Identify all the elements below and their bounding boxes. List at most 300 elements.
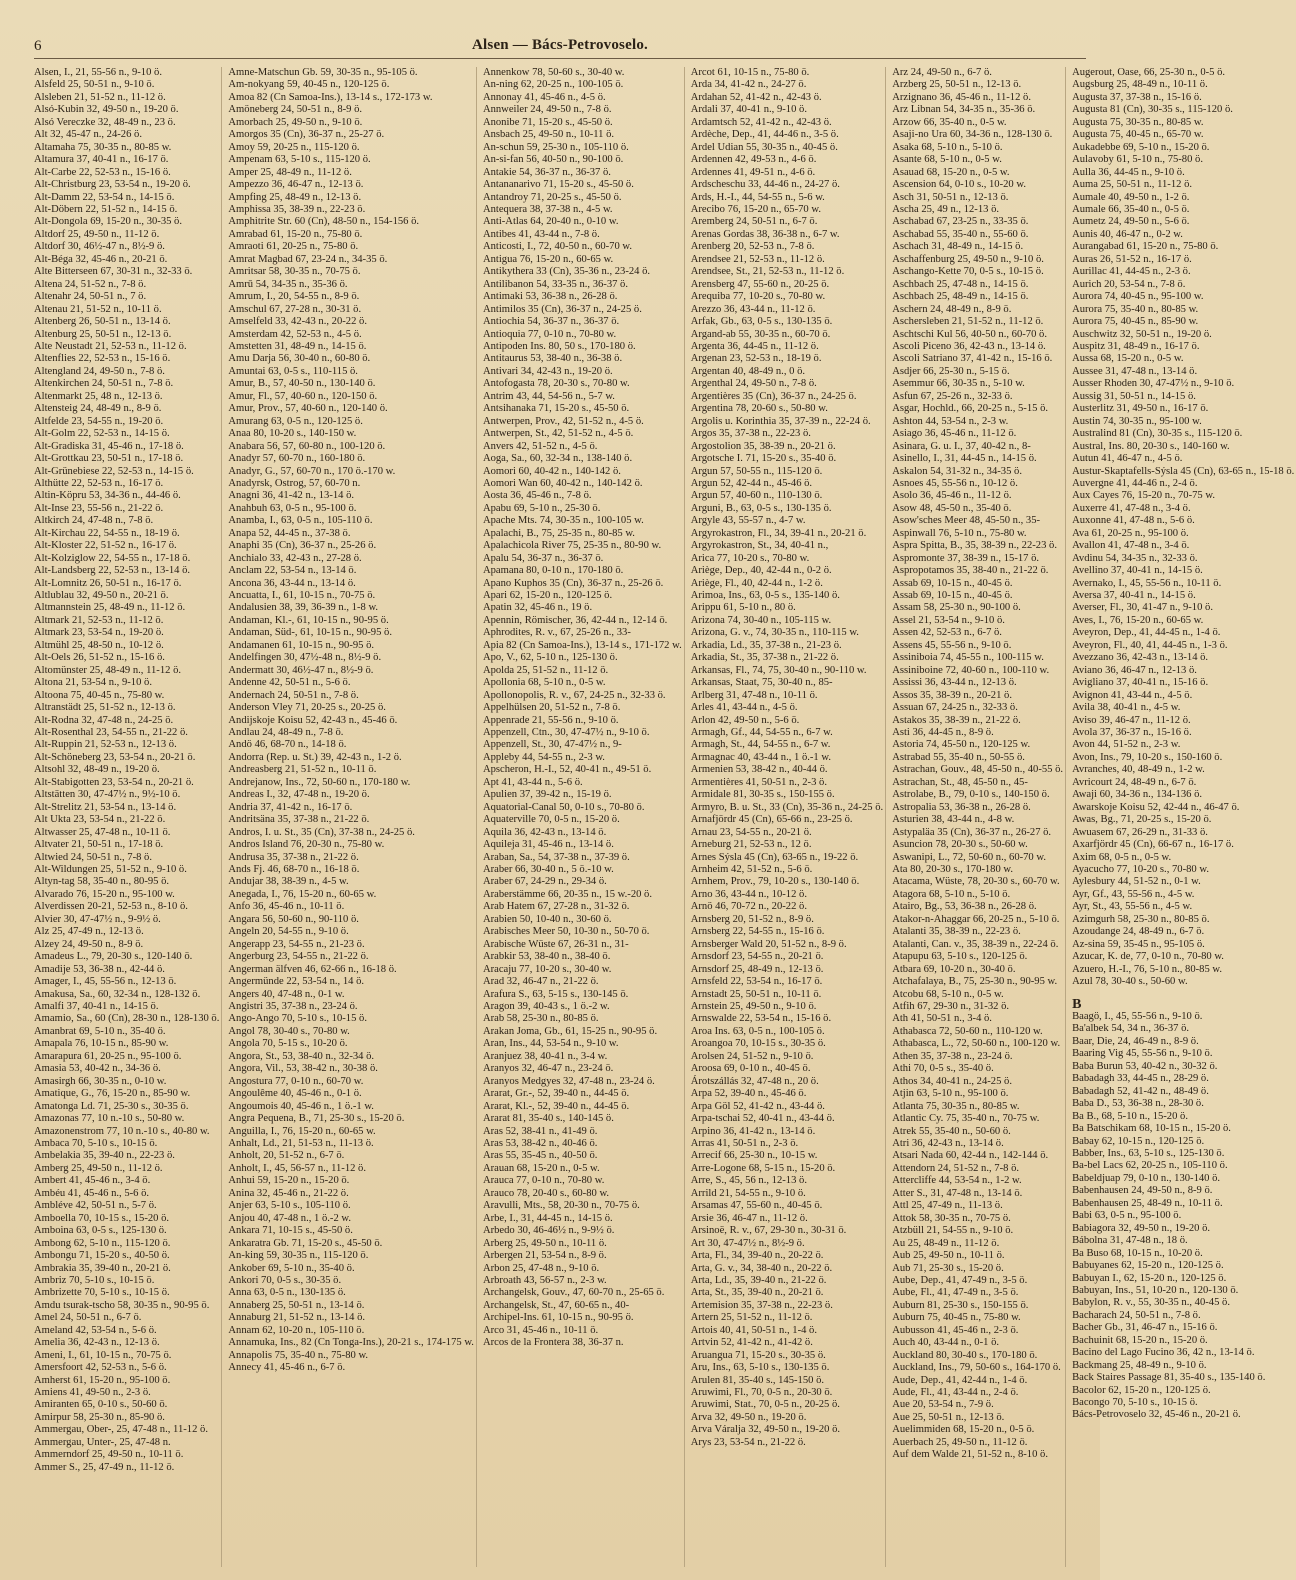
index-entry: Arpino 36, 41-42 n., 13-14 ö. bbox=[690, 1125, 816, 1137]
index-entry: Aue 25, 50-51 n., 12-13 ö. bbox=[892, 1411, 1005, 1423]
index-entry: Awuasem 67, 26-29 n., 31-33 ö. bbox=[1072, 826, 1208, 838]
index-entry: Arbergen 21, 53-54 n., 8-9 ö. bbox=[482, 1250, 607, 1262]
index-entry: Asow 48, 45-50 n., 35-40 ö. bbox=[892, 502, 1012, 514]
index-entry: Amager, I., 45, 55-56 n., 12-13 ö. bbox=[34, 976, 177, 988]
index-entry: Anegada, I., 76, 15-20 n., 60-65 w. bbox=[228, 888, 377, 900]
index-entry: Apt 41, 43-44 n., 5-6 ö. bbox=[482, 776, 583, 788]
index-entry: Amiranten 65, 0-10 s., 50-60 ö. bbox=[34, 1399, 168, 1411]
index-entry: Arbon 25, 47-48 n., 9-10 ö. bbox=[482, 1262, 600, 1274]
index-entry: Avellino 37, 40-41 n., 14-15 ö. bbox=[1072, 565, 1203, 577]
index-entry: Amamio, Sa., 60 (Cn), 28-30 n., 128-130 ö. bbox=[34, 1013, 220, 1025]
index-entry: Apollonopolis, R. v., 67, 24-25 n., 32-33 ö. bbox=[482, 689, 666, 701]
index-entry: Babadagh 33, 44-45 n., 28-29 ö. bbox=[1072, 1073, 1209, 1085]
index-entry: Aquatorial-Canal 50, 0-10 s., 70-80 ö. bbox=[482, 801, 645, 813]
index-entry: Arabisches Meer 50, 10-30 n., 50-70 ö. bbox=[482, 926, 650, 938]
index-entry: Aspromonte 37, 38-39 n., 15-17 ö. bbox=[892, 552, 1040, 564]
index-entry: Arz 24, 49-50 n., 6-7 ö. bbox=[892, 67, 992, 78]
index-entry: Alt-Kirchau 22, 54-55 n., 18-19 ö. bbox=[34, 527, 180, 539]
index-entry: Amoa 82 (Cn Samoa-Ins.), 13-14 s., 172-173 w. bbox=[228, 91, 433, 103]
index-entry: Ararat, Gr.-, 52, 39-40 n., 44-45 ö. bbox=[482, 1088, 630, 1100]
index-entry: Asuncion 78, 20-30 s., 50-60 w. bbox=[892, 839, 1028, 851]
index-entry: Arequiba 77, 10-20 s., 70-80 w. bbox=[690, 291, 826, 303]
index-entry: Augusta 75, 40-45 n., 65-70 w. bbox=[1072, 129, 1204, 141]
index-entry: Armagh, St., 44, 54-55 n., 6-7 w. bbox=[690, 739, 831, 751]
index-entry: Asturien 38, 43-44 n., 4-8 w. bbox=[892, 814, 1015, 826]
index-entry: Aubusson 41, 45-46 n., 2-3 ö. bbox=[892, 1324, 1019, 1336]
index-entry: Alt-Golm 22, 52-53 n., 14-15 ö. bbox=[34, 428, 170, 440]
index-entry: Babeldjuap 79, 0-10 n., 130-140 ö. bbox=[1072, 1172, 1221, 1184]
index-entry: Anadyr, G., 57, 60-70 n., 170 ö.-170 w. bbox=[228, 465, 396, 477]
index-entry: Amiens 41, 49-50 n., 2-3 ö. bbox=[34, 1387, 151, 1399]
index-entry: Argostolion 35, 38-39 n., 20-21 ö. bbox=[690, 440, 836, 452]
index-entry: Aravulli, Mts., 58, 20-30 n., 70-75 ö. bbox=[482, 1200, 640, 1212]
index-entry: Aruwimi, Fl., 70, 0-5 n., 20-30 ö. bbox=[690, 1387, 833, 1399]
index-entry: Aviano 36, 46-47 n., 12-13 ö. bbox=[1072, 664, 1197, 676]
index-entry: Asaji-no Ura 60, 34-36 n., 128-130 ö. bbox=[892, 129, 1053, 141]
section-initial: B bbox=[1072, 996, 1082, 1012]
index-entry: Arendsee 21, 52-53 n., 11-12 ö. bbox=[690, 253, 825, 265]
index-entry: Amasirgh 66, 30-35 n., 0-10 w. bbox=[34, 1075, 167, 1087]
index-entry: Anti-Atlas 64, 20-40 n., 0-10 w. bbox=[482, 216, 619, 228]
index-entry: Aussee 31, 47-48 n., 13-14 ö. bbox=[1072, 365, 1198, 377]
index-entry: Az-sina 59, 35-45 n., 95-105 ö. bbox=[1072, 938, 1205, 950]
index-entry: Altranstädt 25, 51-52 n., 12-13 ö. bbox=[34, 702, 176, 714]
index-entry: Angeln 20, 54-55 n., 9-10 ö. bbox=[228, 926, 349, 938]
index-entry: Arnsfeld 22, 53-54 n., 16-17 ö. bbox=[690, 976, 823, 988]
index-entry: Angistri 35, 37-38 n., 23-24 ö. bbox=[228, 1000, 358, 1012]
index-entry: Aub 71, 25-30 s., 15-20 ö. bbox=[892, 1262, 1004, 1274]
index-entry: Apache Mts. 74, 30-35 n., 100-105 w. bbox=[482, 515, 644, 527]
index-entry: Antwerpen, Prov., 42, 51-52 n., 4-5 ö. bbox=[482, 415, 644, 427]
index-entry: Atagora 68, 5-10 n., 5-10 ö. bbox=[892, 888, 1011, 900]
index-entry: Annam 62, 10-20 n., 105-110 ö. bbox=[228, 1324, 365, 1336]
index-entry: Angoulême 40, 45-46 n., 0-1 ö. bbox=[228, 1088, 362, 1100]
index-entry: Baar, Die, 24, 46-49 n., 8-9 ö. bbox=[1072, 1035, 1199, 1047]
index-entry: Auspitz 31, 48-49 n., 16-17 ö. bbox=[1072, 340, 1200, 352]
index-entry: Bacongo 70, 5-10 s., 10-15 ö. bbox=[1072, 1397, 1198, 1409]
index-entry: Antakie 54, 36-37 n., 36-37 ö. bbox=[482, 166, 611, 178]
index-entry: Art 30, 47-47½ n., 8½-9 ö. bbox=[690, 1237, 805, 1249]
index-entry: Amanbrat 69, 5-10 n., 35-40 ö. bbox=[34, 1025, 166, 1037]
index-entry: Aracaju 77, 10-20 s., 30-40 w. bbox=[482, 963, 612, 975]
index-entry: Archangelsk, Gouv., 47, 60-70 n., 25-65 ö. bbox=[482, 1287, 665, 1299]
index-entry: Azimgurh 58, 25-30 n., 80-85 ö. bbox=[1072, 913, 1210, 925]
index-entry: Ancona 36, 43-44 n., 13-14 ö. bbox=[228, 577, 356, 589]
index-entry: Arizona, G. v., 74, 30-35 n., 110-115 w. bbox=[690, 627, 859, 639]
index-entry: Aschaffenburg 25, 49-50 n., 9-10 ö. bbox=[892, 253, 1044, 265]
index-entry: Arab Hatem 67, 27-28 n., 31-32 ö. bbox=[482, 901, 630, 913]
index-entry: Atjin 63, 5-10 n., 95-100 ö. bbox=[892, 1088, 1009, 1100]
index-entry: Babi 63, 0-5 n., 95-100 ö. bbox=[1072, 1210, 1182, 1222]
index-entry: Argenan 23, 52-53 n., 18-19 ö. bbox=[690, 353, 822, 365]
index-entry: Alt-Kolziglow 22, 54-55 n., 17-18 ö. bbox=[34, 552, 191, 564]
index-entry: Andritsäna 35, 37-38 n., 21-22 ö. bbox=[228, 814, 370, 826]
index-entry: Aylesbury 44, 51-52 n., 0-1 w. bbox=[1072, 876, 1201, 888]
index-entry: Altwasser 25, 47-48 n., 10-11 ö. bbox=[34, 826, 171, 838]
index-entry: Arlberg 31, 47-48 n., 10-11 ö. bbox=[690, 689, 818, 701]
index-entry: Arkansas, Staat, 75, 30-40 n., 85- bbox=[690, 677, 833, 689]
index-entry: Ancuatta, I., 61, 10-15 n., 70-75 ö. bbox=[228, 590, 376, 602]
index-entry: Altenahr 24, 50-51 n., 7 ö. bbox=[34, 291, 147, 303]
index-entry: Arab 58, 25-30 n., 80-85 ö. bbox=[482, 1013, 599, 1025]
index-entry: Aves, I., 76, 15-20 n., 60-65 w. bbox=[1072, 614, 1204, 626]
index-entry: Assissi 36, 43-44 n., 12-13 ö. bbox=[892, 677, 1017, 689]
index-entry: Ammerndorf 25, 49-50 n., 10-11 ö. bbox=[34, 1449, 184, 1461]
index-entry: Arnafjördr 45 (Cn), 65-66 n., 23-25 ö. bbox=[690, 814, 853, 826]
index-entry: Arnau 23, 54-55 n., 20-21 ö. bbox=[690, 826, 812, 838]
index-entry: Arenberg 20, 52-53 n., 7-8 ö. bbox=[690, 241, 815, 253]
index-entry: Avezzano 36, 42-43 n., 13-14 ö. bbox=[1072, 652, 1209, 664]
index-entry: Assab 69, 10-15 n., 40-45 ö. bbox=[892, 577, 1013, 589]
index-entry: Andrejanow, Ins., 72, 50-60 n., 170-180 w. bbox=[228, 776, 411, 788]
index-entry: Aude, Fl., 41, 43-44 n., 2-4 ö. bbox=[892, 1387, 1019, 1399]
index-entry: Alt-Landsberg 22, 52-53 n., 13-14 ö. bbox=[34, 565, 191, 577]
index-entry: Arneburg 21, 52-53 n., 12 ö. bbox=[690, 839, 812, 851]
index-entry: Aurangabad 61, 15-20 n., 75-80 ö. bbox=[1072, 241, 1219, 253]
index-entry: Avallon 41, 47-48 n., 3-4 ö. bbox=[1072, 540, 1190, 552]
index-entry: Angora, St., 53, 38-40 n., 32-34 ö. bbox=[228, 1050, 375, 1062]
index-entry: Atfih 67, 29-30 n., 31-32 ö. bbox=[892, 1000, 1010, 1012]
index-entry: Altamura 37, 40-41 n., 16-17 ö. bbox=[34, 154, 169, 166]
index-entry: Argentina 78, 20-60 s., 50-80 w. bbox=[690, 403, 828, 415]
index-entry: Aru, Ins., 63, 5-10 s., 130-135 ö. bbox=[690, 1362, 830, 1374]
index-entry: Augusta 81 (Cn), 30-35 s., 115-120 ö. bbox=[1072, 104, 1233, 116]
index-entry: Arnheim 42, 51-52 n., 5-6 ö. bbox=[690, 864, 813, 875]
index-entry: Alt-Döbern 22, 51-52 n., 14-15 ö. bbox=[34, 203, 178, 215]
index-entry: Bábolna 31, 47-48 n., 18 ö. bbox=[1072, 1235, 1188, 1247]
index-entry: Ardscheschu 33, 44-46 n., 24-27 ö. bbox=[690, 179, 840, 191]
index-entry: Atzbüll 21, 54-55 n., 9-10 ö. bbox=[892, 1225, 1014, 1237]
index-entry: Altmark 21, 52-53 n., 11-12 ö. bbox=[34, 614, 164, 626]
index-entry: Andamanen 61, 10-15 n., 90-95 ö. bbox=[228, 639, 375, 651]
index-entry: Antimaki 53, 36-38 n., 26-28 ö. bbox=[482, 291, 618, 303]
index-entry: Amorbach 25, 49-50 n., 9-10 ö. bbox=[228, 116, 363, 128]
index-entry: Aschbach 25, 47-48 n., 14-15 ö. bbox=[892, 278, 1029, 290]
index-entry: Asemmur 66, 30-35 n., 5-10 w. bbox=[892, 378, 1025, 390]
index-entry: Astrachan, Gouv., 48, 45-50 n., 40-55 ö. bbox=[892, 764, 1064, 776]
index-entry: Alte Neustadt 21, 52-53 n., 11-12 ö. bbox=[34, 340, 187, 352]
index-entry: Astakos 35, 38-39 n., 21-22 ö. bbox=[892, 714, 1021, 726]
index-entry: Ascoli Satriano 37, 41-42 n., 15-16 ö. bbox=[892, 353, 1053, 365]
index-entry: Arnsberger Wald 20, 51-52 n., 8-9 ö. bbox=[690, 938, 847, 950]
index-entry: Arva Váralja 32, 49-50 n., 19-20 ö. bbox=[690, 1424, 841, 1436]
index-entry: Asinara, G. u. I., 37, 40-42 n., 8- bbox=[892, 440, 1031, 452]
index-entry: Ambong 62, 5-10 n., 115-120 ö. bbox=[34, 1237, 171, 1249]
index-entry: Atchafalaya, B., 75, 25-30 n., 90-95 w. bbox=[892, 976, 1058, 988]
index-entry: Ba-bel Lacs 62, 20-25 n., 105-110 ö. bbox=[1072, 1160, 1228, 1172]
index-entry: Andermatt 30, 46½-47 n., 8½-9 ö. bbox=[228, 664, 374, 676]
index-entry: Babenhausen 24, 49-50 n., 8-9 ö. bbox=[1072, 1185, 1213, 1197]
index-entry: Argentières 35 (Cn), 36-37 n., 24-25 ö. bbox=[690, 390, 857, 402]
index-entry: Aphrodites, R. v., 67, 25-26 n., 33- bbox=[482, 627, 631, 639]
index-entry: Atri 36, 42-43 n., 13-14 ö. bbox=[892, 1137, 1004, 1149]
index-entry: Antofogasta 78, 20-30 s., 70-80 w. bbox=[482, 378, 630, 390]
section-spacer bbox=[1072, 989, 1294, 999]
index-entry: Aquaterville 70, 0-5 n., 15-20 ö. bbox=[482, 814, 620, 826]
index-entry: Athi 70, 0-5 s., 35-40 ö. bbox=[892, 1063, 994, 1075]
index-entry: Alvarado 76, 15-20 n., 95-100 w. bbox=[34, 888, 175, 900]
index-entry: Alverdissen 20-21, 52-53 n., 8-10 ö. bbox=[34, 901, 188, 913]
index-entry: Auxerre 41, 47-48 n., 3-4 ö. bbox=[1072, 502, 1191, 514]
index-entry: Alsfeld 25, 50-51 n., 9-10 ö. bbox=[34, 79, 155, 91]
index-entry: Avernako, I., 45, 55-56 n., 10-11 ö. bbox=[1072, 577, 1222, 589]
index-entry: An-schun 59, 25-30 n., 105-110 ö. bbox=[482, 141, 629, 153]
index-entry: Aruangua 71, 15-20 s., 30-35 ö. bbox=[690, 1349, 826, 1361]
index-entry: Antrim 43, 44, 54-56 n., 5-7 w. bbox=[482, 390, 615, 402]
index-entry: Arkadia, St., 35, 37-38 n., 21-22 ö. bbox=[690, 652, 839, 664]
index-entry: Arolsen 24, 51-52 n., 9-10 ö. bbox=[690, 1050, 814, 1062]
index-entry: Alzey 24, 49-50 n., 8-9 ö. bbox=[34, 938, 144, 950]
index-entry: Asdjer 66, 25-30 n., 5-15 ö. bbox=[892, 365, 1010, 377]
index-entry: Arrild 21, 54-55 n., 9-10 ö. bbox=[690, 1187, 806, 1199]
index-entry: Augusta 37, 37-38 n., 15-16 ö. bbox=[1072, 91, 1202, 103]
index-entry: Antibes 41, 43-44 n., 7-8 ö. bbox=[482, 228, 600, 240]
index-entry: Aschabad 55, 35-40 n., 55-60 ö. bbox=[892, 228, 1029, 240]
index-entry: Annaburg 21, 51-52 n., 13-14 ö. bbox=[228, 1312, 366, 1324]
index-column-6 bbox=[1072, 67, 1296, 1567]
index-entry: Annapolis 75, 35-40 n., 75-80 w. bbox=[228, 1349, 369, 1361]
index-entry: Armyro, B. u. St., 33 (Cn), 35-36 n., 24-25 ö. bbox=[690, 801, 884, 813]
index-entry: Anhalt, Ld., 21, 51-53 n., 11-13 ö. bbox=[228, 1137, 374, 1149]
index-entry: Arta, St., 35, 39-40 n., 20-21 ö. bbox=[690, 1287, 824, 1299]
index-entry: Avranches, 40, 48-49 n., 1-2 w. bbox=[1072, 764, 1205, 776]
index-entry: Bacino del Lago Fucino 36, 42 n., 13-14 ö. bbox=[1072, 1347, 1255, 1359]
index-entry: Altmannstein 25, 48-49 n., 11-12 ö. bbox=[34, 602, 186, 614]
index-entry: Altenmarkt 25, 48 n., 12-13 ö. bbox=[34, 390, 163, 402]
index-entry: Annamuka, Ins., 82 (Cn Tonga-Ins.), 20-21 s., 174-175 w. bbox=[228, 1337, 474, 1349]
index-entry: Babuyan I., 62, 15-20 n., 120-125 ö. bbox=[1072, 1272, 1227, 1284]
index-entry: Apari 62, 15-20 n., 120-125 ö. bbox=[482, 590, 613, 602]
index-column-2 bbox=[228, 67, 477, 1567]
index-entry: Amphissa 35, 38-39 n., 22-23 ö. bbox=[228, 203, 366, 215]
index-entry: Amazonas 77, 10 n.-10 s., 50-80 w. bbox=[34, 1113, 185, 1125]
index-entry: Arkadia, Ld., 35, 37-38 n., 21-23 ö. bbox=[690, 639, 842, 651]
index-entry: Altyn-tag 58, 35-40 n., 80-95 ö. bbox=[34, 876, 170, 888]
index-entry: Amersfoort 42, 52-53 n., 5-6 ö. bbox=[34, 1362, 167, 1374]
index-entry: Alt-Damm 22, 53-54 n., 14-15 ö. bbox=[34, 191, 175, 203]
index-entry: Australind 81 (Cn), 30-35 s., 115-120 ö. bbox=[1072, 428, 1243, 440]
index-entry: Annecy 41, 45-46 n., 6-7 ö. bbox=[228, 1362, 346, 1374]
index-entry: Augsburg 25, 48-49 n., 10-11 ö. bbox=[1072, 79, 1208, 91]
index-entry: Atakor-n-Ahaggar 66, 20-25 n., 5-10 ö. bbox=[892, 913, 1060, 925]
index-entry: Alsó Vereczke 32, 48-49 n., 23 ö. bbox=[34, 116, 176, 128]
index-entry: Ambrakia 35, 39-40 n., 20-21 ö. bbox=[34, 1262, 171, 1274]
index-entry: Armidale 81, 30-35 s., 150-155 ö. bbox=[690, 789, 835, 801]
index-column-4 bbox=[691, 67, 886, 1567]
index-entry: Arkansas, Fl., 74, 75, 30-40 n., 90-110 w. bbox=[690, 664, 867, 676]
index-entry: Baagö, I., 45, 55-56 n., 9-10 ö. bbox=[1072, 1010, 1203, 1022]
index-entry: Anjer 63, 5-10 s., 105-110 ö. bbox=[228, 1200, 351, 1212]
index-entry: Ambongu 71, 15-20 s., 40-50 ö. bbox=[34, 1250, 170, 1262]
index-entry: Argun 52, 42-44 n., 45-46 ö. bbox=[690, 477, 813, 489]
index-entry: Appenzell, St., 30, 47-47½ n., 9- bbox=[482, 739, 622, 751]
index-entry: Amur, B., 57, 40-50 n., 130-140 ö. bbox=[228, 378, 376, 390]
index-entry: Amoy 59, 20-25 n., 115-120 ö. bbox=[228, 141, 360, 153]
index-entry: Annonay 41, 45-46 n., 4-5 ö. bbox=[482, 91, 606, 103]
index-entry: Amurang 63, 0-5 n., 120-125 ö. bbox=[228, 415, 363, 427]
index-entry: Amel 24, 50-51 n., 6-7 ö. bbox=[34, 1312, 142, 1324]
index-entry: Araban, Sa., 54, 37-38 n., 37-39 ö. bbox=[482, 851, 630, 863]
index-entry: Ambelakia 35, 39-40 n., 22-23 ö. bbox=[34, 1150, 175, 1162]
index-entry: Araber 67, 24-29 n., 29-34 ö. bbox=[482, 876, 607, 888]
index-entry: Altenkirchen 24, 50-51 n., 7-8 ö. bbox=[34, 378, 174, 390]
index-entry: Azucar, K. de, 77, 0-10 n., 70-80 w. bbox=[1072, 951, 1224, 963]
index-entry: Andros Island 76, 20-30 n., 75-80 w. bbox=[228, 839, 385, 851]
index-entry: Alt-Inse 23, 55-56 n., 21-22 ö. bbox=[34, 502, 164, 514]
index-entry: Antitaurus 53, 38-40 n., 36-38 ö. bbox=[482, 353, 623, 365]
index-entry: Angers 40, 47-48 n., 0-1 w. bbox=[228, 988, 345, 1000]
index-entry: Alt-Schöneberg 23, 53-54 n., 20-21 ö. bbox=[34, 751, 196, 763]
index-entry: Apamana 80, 0-10 n., 170-180 ö. bbox=[482, 565, 624, 577]
index-entry: Aurillac 41, 44-45 n., 2-3 ö. bbox=[1072, 266, 1191, 278]
index-entry: Alt-Stabigotten 23, 53-54 n., 20-21 ö. bbox=[34, 776, 194, 788]
index-entry: Apalu 54, 36-37 n., 36-37 ö. bbox=[482, 552, 604, 564]
index-entry: Amrat Magbad 67, 23-24 n., 34-35 ö. bbox=[228, 253, 388, 265]
index-entry: Annenkow 78, 50-60 s., 30-40 w. bbox=[482, 67, 625, 78]
index-entry: Babiagora 32, 49-50 n., 19-20 ö. bbox=[1072, 1222, 1211, 1234]
index-entry: Araber 66, 30-40 n., 5 ö.-10 w. bbox=[482, 864, 614, 875]
index-entry: Awaji 60, 34-36 n., 134-136 ö. bbox=[1072, 789, 1203, 801]
index-entry: Assens 45, 55-56 n., 9-10 ö. bbox=[892, 639, 1012, 651]
index-entry: Armentières 41, 50-51 n., 2-3 ö. bbox=[690, 776, 827, 788]
index-entry: Ankara 71, 10-15 s., 45-50 ö. bbox=[228, 1225, 353, 1237]
index-entry: Arva 32, 49-50 n., 19-20 ö. bbox=[690, 1411, 807, 1423]
index-entry: Arauco 78, 20-40 s., 60-80 w. bbox=[482, 1187, 610, 1199]
index-entry: Aurora 75, 35-40 n., 80-85 w. bbox=[1072, 303, 1199, 315]
index-entry: Atapupu 63, 5-10 s., 120-125 ö. bbox=[892, 951, 1028, 963]
index-entry: Ausser Rhoden 30, 47-47½ n., 9-10 ö. bbox=[1072, 378, 1235, 390]
index-entry: Aue 20, 53-54 n., 7-9 ö. bbox=[892, 1399, 994, 1411]
index-entry: Ayacucho 77, 10-20 s., 70-80 w. bbox=[1072, 864, 1209, 875]
index-entry: Altona 21, 53-54 n., 9-10 ö. bbox=[34, 677, 152, 689]
index-entry: Amazonenstrom 77, 10 n.-10 s., 40-80 w. bbox=[34, 1125, 210, 1137]
index-entry: Au 25, 48-49 n., 11-12 ö. bbox=[892, 1237, 1000, 1249]
index-entry: Ararat, Kl.-, 52, 39-40 n., 44-45 ö. bbox=[482, 1100, 630, 1112]
index-entry: Avola 37, 36-37 n., 15-16 ö. bbox=[1072, 727, 1192, 739]
index-entry: Ampfing 25, 48-49 n., 12-13 ö. bbox=[228, 191, 362, 203]
index-entry: Andujar 38, 38-39 n., 4-5 w. bbox=[228, 876, 349, 888]
index-entry: Baba D., 53, 36-38 n., 28-30 ö. bbox=[1072, 1098, 1204, 1110]
index-entry: Apalachi, B., 75, 25-35 n., 80-85 w. bbox=[482, 527, 635, 539]
index-entry: Amrū 54, 34-35 n., 35-36 ö. bbox=[228, 278, 348, 290]
index-entry: Atlanta 75, 30-35 n., 80-85 w. bbox=[892, 1100, 1020, 1112]
index-entry: Ambaca 70, 5-10 s., 10-15 ö. bbox=[34, 1137, 158, 1149]
index-entry: Antananarivo 71, 15-20 s., 45-50 ö. bbox=[482, 179, 634, 191]
index-entry: Altenau 21, 51-52 n., 10-11 ö. bbox=[34, 303, 162, 315]
index-entry: Apalachicola River 75, 25-35 n., 80-90 w. bbox=[482, 540, 662, 552]
index-entry: Awas, Bg., 71, 20-25 s., 15-20 ö. bbox=[1072, 814, 1212, 826]
index-entry: Arauca 77, 0-10 n., 70-80 w. bbox=[482, 1175, 605, 1187]
index-entry: Anahbuh 63, 0-5 n., 95-100 ö. bbox=[228, 502, 357, 514]
index-entry: Altvater 21, 50-51 n., 17-18 ö. bbox=[34, 839, 164, 851]
index-entry: Argyrokastron, Fl., 34, 39-41 n., 20-21 ö. bbox=[690, 527, 867, 539]
index-entry: Anderson Vley 71, 20-25 s., 20-25 ö. bbox=[228, 702, 386, 714]
index-entry: Apabu 69, 5-10 n., 25-30 ö. bbox=[482, 502, 601, 514]
index-entry: Apatin 32, 45-46 n., 19 ö. bbox=[482, 602, 593, 614]
index-entry: Argotsche I. 71, 15-20 s., 35-40 ö. bbox=[690, 453, 837, 465]
index-entry: Arnsdorf 23, 54-55 n., 20-21 ö. bbox=[690, 951, 824, 963]
index-entry: Archangelsk, St., 47, 60-65 n., 40- bbox=[482, 1299, 630, 1311]
index-entry: Ariège, Dep., 40, 42-44 n., 0-2 ö. bbox=[690, 565, 832, 577]
index-entry: Bachuinit 68, 15-20 n., 15-20 ö. bbox=[1072, 1334, 1208, 1346]
index-entry: Askalon 54, 31-32 n., 34-35 ö. bbox=[892, 465, 1022, 477]
index-entry: Ba'albek 54, 34 n., 36-37 ö. bbox=[1072, 1023, 1190, 1035]
index-entry: Arnes Sýsla 45 (Cn), 63-65 n., 19-22 ö. bbox=[690, 851, 859, 863]
index-entry: Arcot 61, 10-15 n., 75-80 ö. bbox=[690, 67, 810, 78]
index-entry: Arno 36, 43-44 n., 10-12 ö. bbox=[690, 888, 807, 900]
index-entry: Alsleben 21, 51-52 n., 11-12 ö. bbox=[34, 91, 166, 103]
index-entry: Avignon 41, 43-44 n., 4-5 ö. bbox=[1072, 689, 1193, 701]
index-entry: Ameland 42, 53-54 n., 5-6 ö. bbox=[34, 1324, 157, 1336]
index-entry: Arsinoë, R. v., 67, 29-30 n., 30-31 ö. bbox=[690, 1225, 847, 1237]
index-entry: Arda 34, 41-42 n., 24-27 ö. bbox=[690, 79, 807, 91]
index-entry: Antequera 38, 37-38 n., 4-5 w. bbox=[482, 203, 613, 215]
index-entry: Astropalia 53, 36-38 n., 26-28 ö. bbox=[892, 801, 1031, 813]
index-entry: Atcobu 68, 5-10 n., 0-5 w. bbox=[892, 988, 1004, 1000]
index-entry: Auckland 80, 30-40 s., 170-180 ö. bbox=[892, 1349, 1038, 1361]
index-entry: Altenflies 22, 52-53 n., 15-16 ö. bbox=[34, 353, 171, 365]
index-entry: Astrabad 55, 35-40 n., 50-55 ö. bbox=[892, 751, 1025, 763]
index-entry: Anholt, I., 45, 56-57 n., 11-12 ö. bbox=[228, 1162, 367, 1174]
index-entry: Babber, Ins., 63, 5-10 s., 125-130 ö. bbox=[1072, 1147, 1225, 1159]
index-entry: Athos 34, 40-41 n., 24-25 ö. bbox=[892, 1075, 1012, 1087]
index-entry: Antipoden Ins. 80, 50 s., 170-180 ö. bbox=[482, 340, 636, 352]
index-entry: Amur, Fl., 57, 40-60 n., 120-150 ö. bbox=[228, 390, 378, 402]
index-entry: Austral, Ins. 80, 20-30 s., 140-160 w. bbox=[1072, 440, 1230, 452]
index-entry: Aras 55, 35-45 n., 40-50 ö. bbox=[482, 1150, 598, 1162]
index-entry: Axarfjördr 45 (Cn), 66-67 n., 16-17 ö. bbox=[1072, 839, 1234, 851]
index-entry: Arlon 42, 49-50 n., 5-6 ö. bbox=[690, 714, 800, 726]
index-entry: Alz 25, 47-49 n., 12-13 ö. bbox=[34, 926, 144, 938]
index-entry: Attok 58, 30-35 n., 70-75 ö. bbox=[892, 1212, 1011, 1224]
index-entry: Arnhem, Prov., 79, 10-20 s., 130-140 ö. bbox=[690, 876, 860, 888]
index-entry: Ambert 41, 45-46 n., 3-4 ö. bbox=[34, 1175, 151, 1187]
index-entry: Altenberg 26, 50-51 n., 13-14 ö. bbox=[34, 316, 171, 328]
index-entry: Anjou 40, 47-48 n., 1 ö.-2 w. bbox=[228, 1212, 351, 1224]
index-entry: Ayr, Gf., 43, 55-56 n., 4-5 w. bbox=[1072, 888, 1195, 900]
index-entry: Aurora 74, 40-45 n., 95-100 w. bbox=[1072, 291, 1204, 303]
index-entry: Aube, Fl., 41, 47-49 n., 3-5 ö. bbox=[892, 1287, 1019, 1299]
index-entry: An-king 59, 30-35 n., 115-120 ö. bbox=[228, 1250, 369, 1262]
index-entry: Aviso 39, 46-47 n., 11-12 ö. bbox=[1072, 714, 1191, 726]
index-entry: Arnswalde 22, 53-54 n., 15-16 ö. bbox=[690, 1013, 832, 1025]
index-entry: Altsohl 32, 48-49 n., 19-20 ö. bbox=[34, 764, 160, 776]
index-entry: Amstetten 31, 48-49 n., 14-15 ö. bbox=[228, 340, 367, 352]
index-entry: Anvers 42, 51-52 n., 4-5 ö. bbox=[482, 440, 598, 452]
index-entry: Assen 42, 52-53 n., 6-7 ö. bbox=[892, 627, 1002, 639]
index-entry: Alt-Rodna 32, 47-48 n., 24-25 ö. bbox=[34, 714, 174, 726]
index-entry: Ambriz 70, 5-10 s., 10-15 ö. bbox=[34, 1274, 155, 1286]
index-entry: Altensteig 24, 48-49 n., 8-9 ö. bbox=[34, 403, 162, 415]
index-entry: Amakusa, Sa., 60, 32-34 n., 128-132 ö. bbox=[34, 988, 201, 1000]
index-entry: Alt-Kloster 22, 51-52 n., 16-17 ö. bbox=[34, 540, 177, 552]
index-entry: Arnstadt 25, 50-51 n., 10-11 ö. bbox=[690, 988, 822, 1000]
index-entry: Astypaläa 35 (Cn), 36-37 n., 26-27 ö. bbox=[892, 826, 1052, 838]
index-entry: Avila 38, 40-41 n., 4-5 w. bbox=[1072, 702, 1181, 714]
index-entry: Argyrokastron, St., 34, 40-41 n., bbox=[690, 540, 829, 552]
index-entry: Ampezzo 36, 46-47 n., 12-13 ö. bbox=[228, 179, 364, 191]
index-entry: Amphitrite Str. 60 (Cn), 48-50 n., 154-156 ö. bbox=[228, 216, 420, 228]
index-entry: Avdinu 54, 34-35 n., 32-33 ö. bbox=[1072, 552, 1198, 564]
index-entry: Árotszállás 32, 47-48 n., 20 ö. bbox=[690, 1075, 819, 1087]
index-entry: Arad 32, 46-47 n., 21-22 ö. bbox=[482, 976, 599, 988]
index-entry: Aussa 68, 15-20 n., 0-5 w. bbox=[1072, 353, 1184, 365]
index-entry: Altenburg 25, 50-51 n., 12-13 ö. bbox=[34, 328, 172, 340]
index-entry: Angerapp 23, 54-55 n., 21-23 ö. bbox=[228, 938, 365, 950]
index-entry: Aran, Ins., 44, 53-54 n., 9-10 w. bbox=[482, 1038, 619, 1050]
index-entry: Atsari Nada 60, 42-44 n., 142-144 ö. bbox=[892, 1150, 1049, 1162]
index-entry: Amrum, I., 20, 54-55 n., 8-9 ö. bbox=[228, 291, 360, 303]
